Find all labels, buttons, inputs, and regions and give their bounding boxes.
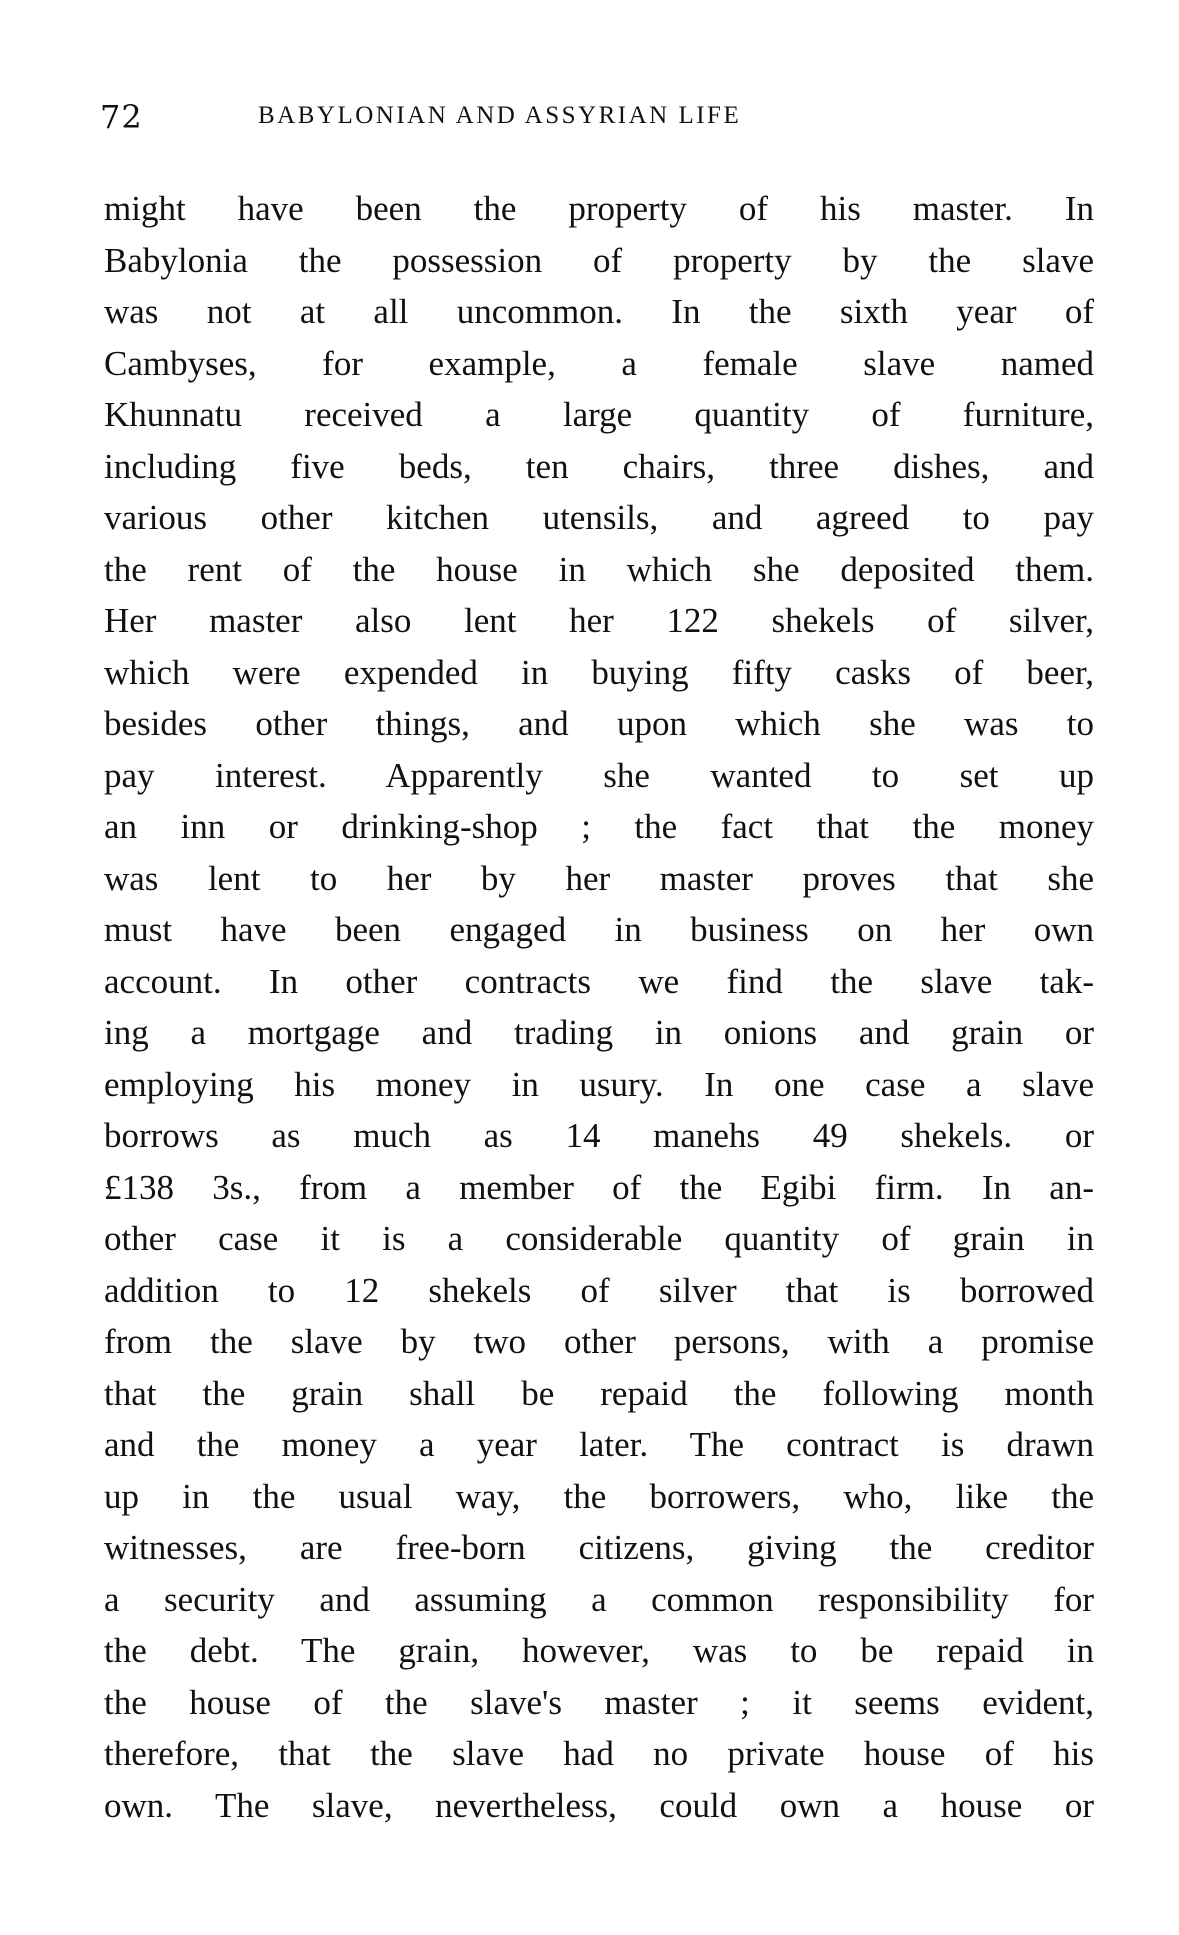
text-line: a security and assuming a common responsibility for [104,1579,1094,1619]
text-line: the debt. The grain, however, was to be repaid in [104,1631,1094,1670]
text-line: might have been the property of his master. In [104,189,1094,228]
text-line: an inn or drinking-shop ; the fact that the money [104,807,1094,846]
text-line: Cambyses, for example, a female slave named [104,343,1094,383]
text-line: Her master also lent her 122 shekels of silver, [104,601,1094,640]
text-line: ing a mortgage and trading in onions and grain or [104,1013,1094,1052]
text-line: that the grain shall be repaid the following month [104,1373,1094,1413]
text-line: £138 3s., from a member of the Egibi firm. In an- [104,1167,1094,1207]
text-line: including five beds, ten chairs, three dishes, and [104,446,1094,486]
text-line: addition to 12 shekels of silver that is borrowed [104,1270,1094,1310]
body-text [104,183,1094,1831]
text-line: from the slave by two other persons, with a promise [104,1322,1094,1361]
text-line: employing his money in usury. In one case a slave [104,1064,1094,1104]
text-line: which were expended in buying fifty casks of beer, [104,652,1094,692]
text-line: Babylonia the possession of property by the slave [104,240,1094,280]
text-line: Khunnatu received a large quantity of furniture, [104,395,1094,434]
text-line: besides other things, and upon which she was to [104,704,1094,743]
running-head: BABYLONIAN AND ASSYRIAN LIFE [258,102,742,129]
text-line: up in the usual way, the borrowers, who, like the [104,1476,1094,1516]
text-line: the rent of the house in which she deposited them. [104,549,1094,589]
text-line: must have been engaged in business on her own [104,910,1094,949]
text-line: own. The slave, nevertheless, could own a house or [104,1785,1094,1825]
text-line: therefore, that the slave had no private house of his [104,1734,1094,1773]
text-line: was not at all uncommon. In the sixth year of [104,292,1094,331]
page-header [100,98,1100,138]
text-line: account. In other contracts we find the slave tak- [104,961,1094,1001]
text-line: the house of the slave's master ; it seems evident, [104,1682,1094,1722]
text-line: other case it is a considerable quantity of grain in [104,1219,1094,1258]
text-line: and the money a year later. The contract is drawn [104,1425,1094,1464]
text-line: was lent to her by her master proves that she [104,858,1094,898]
text-line: various other kitchen utensils, and agreed to pay [104,498,1094,537]
text-line: pay interest. Apparently she wanted to set up [104,755,1094,795]
text-line: witnesses, are free-born citizens, giving the creditor [104,1528,1094,1567]
page-number: 72 [100,98,143,136]
text-line: borrows as much as 14 manehs 49 shekels. or [104,1116,1094,1155]
